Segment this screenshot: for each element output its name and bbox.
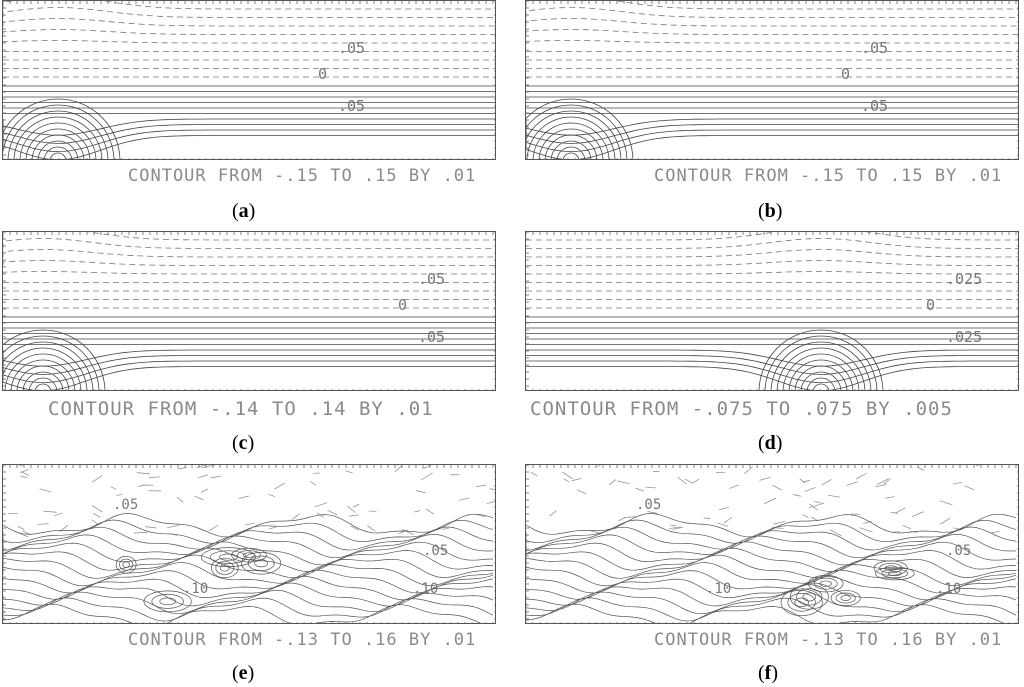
contour-level-label: .05 [861, 97, 889, 115]
contour-level-label: .05 [338, 97, 366, 115]
contour-level-label: 0 [841, 65, 851, 83]
contour-level-label: .05 [338, 39, 366, 57]
contour-level-label: .05 [861, 39, 889, 57]
contour-level-label: .05 [113, 497, 139, 513]
contour-level-label: .05 [636, 497, 662, 513]
contour-level-label: .025 [946, 270, 983, 288]
label-f: (f) [758, 662, 779, 684]
caption-c: CONTOUR FROM -.14 TO .14 BY .01 [48, 398, 434, 420]
contour-level-label: .05 [418, 270, 446, 288]
contour-level-label: .025 [946, 328, 983, 346]
contour-plot-b [525, 0, 1019, 160]
contour-level-label: 0 [926, 296, 936, 314]
label-d: (d) [758, 432, 783, 454]
label-c: (c) [232, 432, 255, 454]
contour-level-label: .10 [413, 581, 439, 597]
contour-level-label: .05 [418, 328, 446, 346]
contour-level-label: .10 [706, 581, 732, 597]
contour-plot-a [2, 0, 496, 160]
contour-plot-f [525, 464, 1019, 624]
contour-plot-d [525, 231, 1019, 391]
caption-e: CONTOUR FROM -.13 TO .16 BY .01 [128, 630, 477, 650]
contour-level-label: 0 [398, 296, 408, 314]
caption-a: CONTOUR FROM -.15 TO .15 BY .01 [128, 166, 477, 186]
contour-level-label: .10 [183, 581, 209, 597]
contour-level-label: .10 [936, 581, 962, 597]
label-b: (b) [758, 200, 783, 222]
contour-level-label: .05 [423, 543, 449, 559]
contour-plot-c [2, 231, 496, 391]
label-a: (a) [232, 200, 256, 222]
caption-d: CONTOUR FROM -.075 TO .075 BY .005 [530, 398, 953, 420]
label-e: (e) [232, 662, 255, 684]
caption-f: CONTOUR FROM -.13 TO .16 BY .01 [654, 630, 1003, 650]
contour-level-label: 0 [318, 65, 328, 83]
contour-level-label: .05 [946, 543, 972, 559]
caption-b: CONTOUR FROM -.15 TO .15 BY .01 [654, 166, 1003, 186]
contour-plot-e [2, 464, 496, 624]
